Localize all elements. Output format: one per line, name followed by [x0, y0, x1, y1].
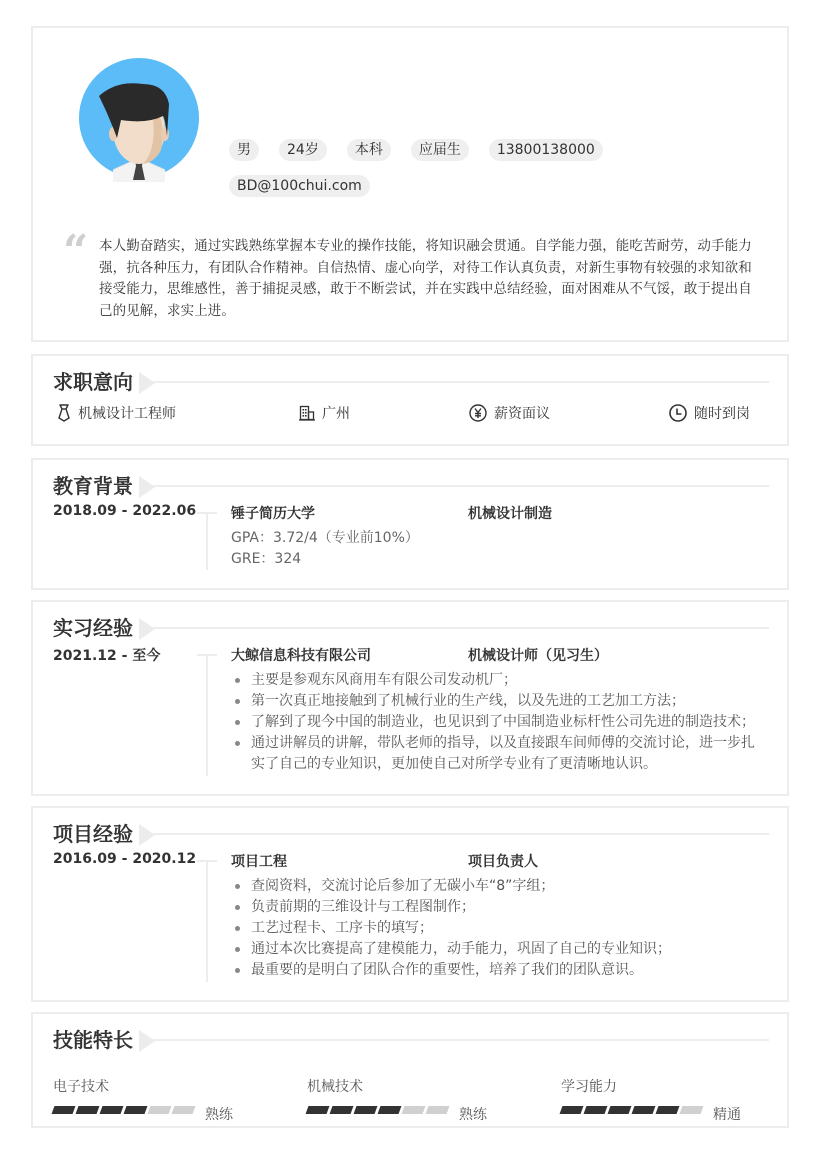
skill-item: [53, 1076, 253, 1123]
section-header: [53, 1026, 769, 1054]
timeline-line: [206, 512, 208, 570]
section-title: 技能特长: [53, 1028, 133, 1052]
tag-status: 应届生: [411, 139, 469, 161]
skill-item: [307, 1076, 507, 1123]
tag-email[interactable]: BD@100chui.com: [229, 175, 370, 197]
skill-name: 学习能力: [561, 1079, 617, 1095]
project-name: 项目工程: [231, 854, 287, 870]
list-item: 了解到了现今中国的制造业，也见识到了中国制造业标杆性公司先进的制造技术；: [231, 712, 761, 733]
section-title: 求职意向: [53, 370, 133, 394]
clock-icon: [669, 404, 687, 422]
avatar: [77, 58, 201, 182]
section-internship: [31, 600, 789, 796]
section-header: [53, 368, 769, 396]
timeline-line: [206, 654, 208, 776]
school-name: 锤子简历大学: [231, 506, 315, 522]
project-date: 2016.09 - 2020.12: [53, 851, 197, 867]
profile-card: [31, 26, 789, 342]
section-title: 实习经验: [53, 616, 133, 640]
internship-date: 2021.12 - 至今: [53, 648, 161, 664]
section-education: [31, 458, 789, 590]
section-header: [53, 472, 769, 500]
list-item: 查阅资料，交流讨论后参加了无碳小车“8”字组；: [231, 876, 761, 897]
skill-level-bar: [53, 1106, 197, 1114]
divider: [153, 833, 769, 835]
gpa: GPA：3.72/4（专业前10%）: [231, 530, 419, 546]
section-title: 教育背景: [53, 474, 133, 498]
internship-bullets: [231, 670, 761, 775]
divider: [153, 485, 769, 487]
skill-item: [561, 1076, 761, 1123]
skill-name: 机械技术: [307, 1079, 363, 1095]
objective-salary: [469, 402, 550, 424]
list-item: 通过讲解员的讲解，带队老师的指导，以及直接跟车间师傅的交流讨论，进一步扎实了自己的专业知识，更加使自己对所学专业有了更清晰地认识。: [231, 733, 761, 775]
divider: [153, 1039, 769, 1041]
list-item: 通过本次比赛提高了建模能力，动手能力，巩固了自己的专业知识；: [231, 939, 761, 960]
section-title: 项目经验: [53, 822, 133, 846]
yen-icon: [469, 404, 487, 422]
tie-icon: [57, 404, 71, 422]
tag-phone[interactable]: 13800138000: [489, 139, 603, 161]
section-header: [53, 820, 769, 848]
divider: [153, 381, 769, 383]
list-item: 工艺过程卡、工序卡的填写；: [231, 918, 761, 939]
arrow-icon: [139, 372, 155, 394]
objective-salary-label: 薪资面议: [494, 406, 550, 422]
section-skills: [31, 1012, 789, 1128]
list-item: 最重要的是明白了团队合作的重要性，培养了我们的团队意识。: [231, 960, 761, 981]
skill-level: 精通: [713, 1107, 741, 1123]
self-introduction: 本人勤奋踏实，通过实践熟练掌握本专业的操作技能，将知识融会贯通。自学能力强，能吃苦耐劳，动手能力强，抗各种压力，有团队合作精神。自信热情、虚心向学，对待工作认真负责，对新生事物有较强的求知欲和接受能力，思维感性，善于捕捉灵感，敢于不断尝试，并在实践中总结经验，面对困难从不气馁，敢于提出自己的见解，求实上进。: [99, 238, 752, 319]
objective-position-label: 机械设计工程师: [78, 406, 176, 422]
arrow-icon: [139, 824, 155, 846]
divider: [153, 627, 769, 629]
skill-level-bar: [307, 1106, 451, 1114]
skill-name: 电子技术: [53, 1079, 109, 1095]
section-objective: [31, 354, 789, 446]
objective-position: [57, 402, 176, 424]
list-item: 第一次真正地接触到了机械行业的生产线，以及先进的工艺加工方法；: [231, 691, 761, 712]
project-bullets: [231, 876, 761, 981]
tag-age: 24岁: [279, 139, 327, 161]
objective-city: [299, 402, 350, 424]
list-item: 负责前期的三维设计与工程图制作；: [231, 897, 761, 918]
tag-degree: 本科: [347, 139, 391, 161]
section-project: [31, 806, 789, 1002]
project-role: 项目负责人: [468, 854, 538, 870]
objective-availability-label: 随时到岗: [694, 406, 750, 422]
arrow-icon: [139, 1030, 155, 1052]
company-name: 大鲸信息科技有限公司: [231, 648, 371, 664]
objective-city-label: 广州: [322, 406, 350, 422]
list-item: 主要是参观东风商用车有限公司发动机厂；: [231, 670, 761, 691]
quote-icon: “: [63, 226, 89, 277]
timeline-line: [206, 860, 208, 982]
skill-level-bar: [561, 1106, 705, 1114]
objective-availability: [669, 402, 750, 424]
section-header: [53, 614, 769, 642]
skill-level: 熟练: [205, 1107, 233, 1123]
arrow-icon: [139, 618, 155, 640]
building-icon: [299, 405, 315, 421]
job-role: 机械设计师（见习生）: [468, 648, 608, 664]
arrow-icon: [139, 476, 155, 498]
skill-level: 熟练: [459, 1107, 487, 1123]
major: 机械设计制造: [468, 506, 552, 522]
tag-gender: 男: [229, 139, 259, 161]
education-date: 2018.09 - 2022.06: [53, 503, 197, 519]
info-tags: [229, 139, 749, 211]
gre: GRE：324: [231, 551, 302, 567]
